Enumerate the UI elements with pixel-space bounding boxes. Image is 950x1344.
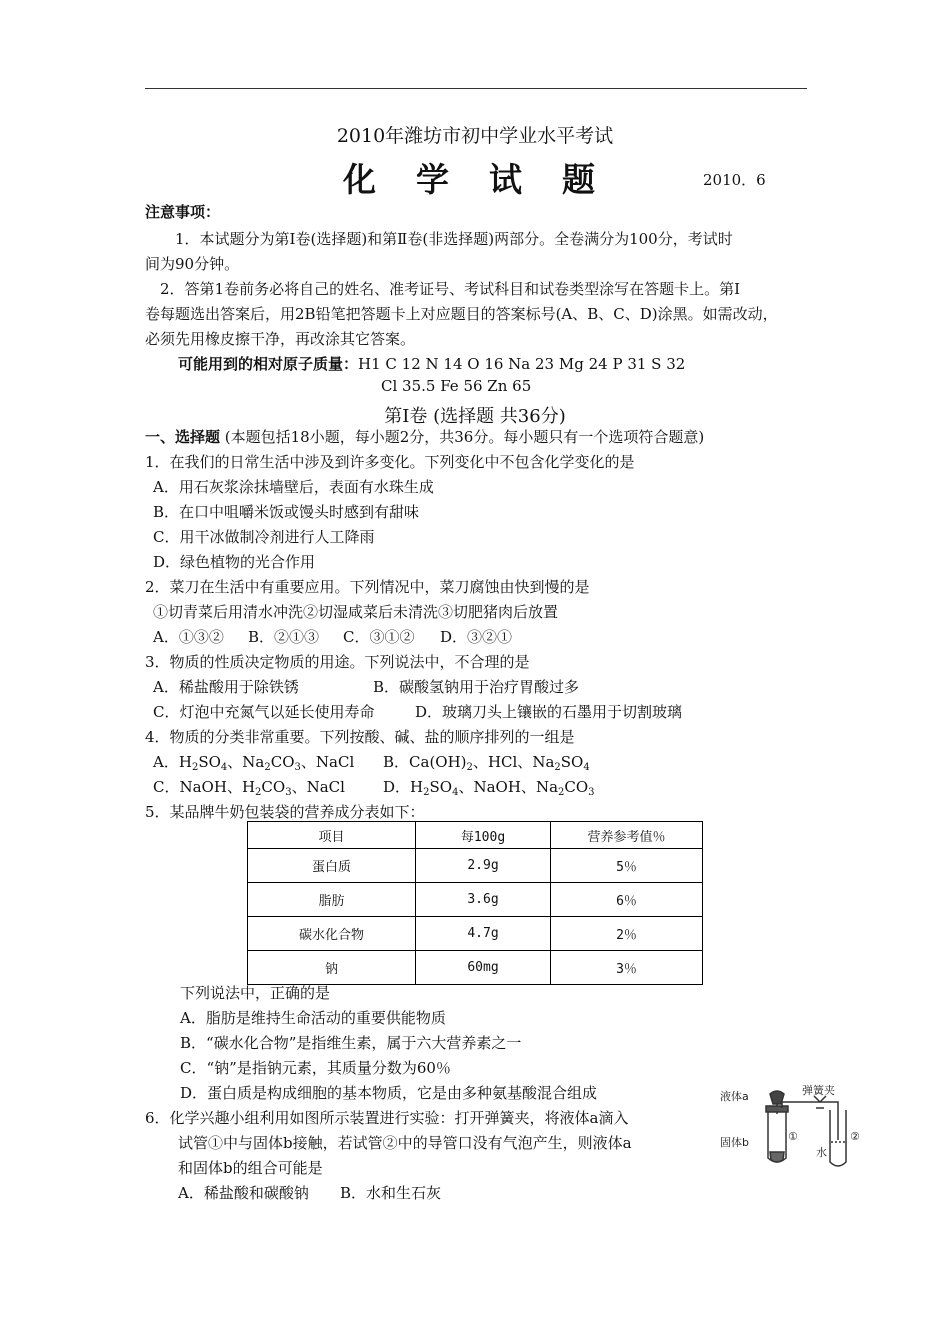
q4-stem: 4．物质的分类非常重要。下列按酸、碱、盐的顺序排列的一组是 (145, 728, 575, 746)
q6-line1: 6．化学兴趣小组利用如图所示装置进行实验：打开弹簧夹，将液体a滴入 (145, 1109, 629, 1127)
q1-option-c: C．用干冰做制冷剂进行人工降雨 (153, 528, 375, 546)
q2-option-c: C．③①② (343, 628, 415, 646)
q6-option-b: B．水和生石灰 (340, 1184, 442, 1202)
q4-option-c: C．NaOH、$H_2CO_3$、NaCl (153, 778, 345, 798)
table-cell: 4.7g (416, 917, 551, 951)
q1-option-d: D．绿色植物的光合作用 (153, 553, 316, 571)
exam-title: 2010年潍坊市初中学业水平考试 (336, 125, 614, 147)
table-cell: 碳水化合物 (248, 917, 416, 951)
q5-option-d: D．蛋白质是构成细胞的基本物质，它是由多种氨基酸混合组成 (180, 1084, 598, 1102)
table-header-cell: 项目 (248, 822, 416, 849)
label-solid-b: 固体b (720, 1136, 749, 1149)
notice-item2-line2: 卷每题选出答案后，用2B铅笔把答题卡上对应题目的答案标号(A、B、C、D)涂黑。如需改动， (145, 305, 778, 323)
atomic-mass-line1 (178, 353, 685, 374)
q5-lead: 下列说法中，正确的是 (180, 984, 331, 1002)
q6-line2: 试管①中与固体b接触，若试管②中的导管口没有气泡产生，则液体a (178, 1134, 632, 1152)
q3-option-b: B．碳酸氢钠用于治疗胃酸过多 (373, 678, 580, 696)
table-header-cell: 每100g (416, 822, 551, 849)
nutrition-table (247, 821, 703, 985)
notice-item2-line1: 2．答第1卷前务必将自己的姓名、准考证号、考试科目和试卷类型涂写在答题卡上。第Ⅰ (160, 280, 741, 298)
q5-option-c: C．“钠”是指钠元素，其质量分数为60％ (180, 1059, 451, 1077)
table-cell: 60mg (416, 951, 551, 985)
table-header-row (248, 822, 703, 849)
q3-option-c: C．灯泡中充氮气以延长使用寿命 (153, 703, 375, 721)
table-row (248, 883, 703, 917)
q1-option-b: B．在口中咀嚼米饭或馒头时感到有甜味 (153, 503, 420, 521)
table-cell: 6％ (551, 883, 703, 917)
atomic-mass-line2: Cl 35.5 Fe 56 Zn 65 (381, 377, 532, 395)
table-cell: 蛋白质 (248, 849, 416, 883)
table-cell: 脂肪 (248, 883, 416, 917)
notice-item1-line1: 1．本试题分为第Ⅰ卷(选择题)和第Ⅱ卷(非选择题)两部分。全卷满分为100分，考试时 (175, 230, 733, 248)
notice-item1-line2: 间为90分钟。 (145, 255, 240, 273)
q3-stem: 3．物质的性质决定物质的用途。下列说法中，不合理的是 (145, 653, 530, 671)
table-cell: 2％ (551, 917, 703, 951)
section1-title: 第Ⅰ卷 (选择题 共36分) (384, 406, 566, 427)
label-tube-1: ① (788, 1130, 798, 1143)
q2-sub: ①切青菜后用清水冲洗②切湿咸菜后未清洗③切肥猪肉后放置 (153, 603, 559, 621)
q4-option-d: D．$H_2SO_4$、NaOH、$Na_2CO_3$ (383, 778, 595, 798)
part1-desc: (本题包括18小题，每小题2分，共36分。每小题只有一个选项符合题意) (220, 428, 705, 446)
q6-line3: 和固体b的组合可能是 (178, 1159, 323, 1177)
subject-title: 化学试题 (343, 160, 635, 199)
atomic-mass-label: 可能用到的相对原子质量： (178, 355, 359, 373)
q3-option-a: A．稀盐酸用于除铁锈 (153, 678, 299, 696)
q5-stem: 5．某品牌牛奶包装袋的营养成分表如下： (145, 803, 425, 821)
label-spring-clip: 弹簧夹 (802, 1084, 835, 1097)
q5-option-b: B．“碳水化合物”是指维生素，属于六大营养素之一 (180, 1034, 522, 1052)
q1-stem: 1．在我们的日常生活中涉及到许多变化。下列变化中不包含化学变化的是 (145, 453, 635, 471)
label-water: 水 (816, 1146, 827, 1159)
q1-option-a: A．用石灰浆涂抹墙壁后，表面有水珠生成 (153, 478, 434, 496)
table-cell: 钠 (248, 951, 416, 985)
table-row (248, 917, 703, 951)
apparatus-figure (720, 1080, 868, 1172)
table-cell: 5％ (551, 849, 703, 883)
table-cell: 2.9g (416, 849, 551, 883)
q2-option-a: A．①③② (153, 628, 224, 646)
table-row (248, 849, 703, 883)
q2-stem: 2．菜刀在生活中有重要应用。下列情况中，菜刀腐蚀由快到慢的是 (145, 578, 590, 596)
notice-item2-line3: 必须先用橡皮擦干净，再改涂其它答案。 (145, 330, 416, 348)
q3-option-d: D．玻璃刀头上镶嵌的石墨用于切割玻璃 (415, 703, 683, 721)
part1-heading (145, 426, 704, 447)
label-tube-2: ② (850, 1130, 860, 1143)
label-liquid-a: 液体a (720, 1090, 749, 1103)
q4-option-b: B．$Ca(OH)_2$、HCl、$Na_2SO_4$ (383, 753, 590, 773)
q4-option-a: A．$H_2SO_4$、$Na_2CO_3$、NaCl (153, 753, 355, 773)
q6-option-a: A．稀盐酸和碳酸钠 (178, 1184, 309, 1202)
table-row (248, 951, 703, 985)
table-cell: 3％ (551, 951, 703, 985)
exam-date: 2010．6 (703, 171, 766, 189)
q5-option-a: A．脂肪是维持生命活动的重要供能物质 (180, 1009, 446, 1027)
table-cell: 3.6g (416, 883, 551, 917)
atomic-mass-values1: H1 C 12 N 14 O 16 Na 23 Mg 24 P 31 S 32 (358, 355, 686, 373)
part1-label: 一、选择题 (145, 428, 221, 446)
q2-option-b: B．②①③ (248, 628, 320, 646)
top-rule (145, 88, 807, 89)
q2-option-d: D．③②① (440, 628, 513, 646)
notice-title: 注意事项： (145, 203, 221, 221)
table-header-cell: 营养参考值％ (551, 822, 703, 849)
